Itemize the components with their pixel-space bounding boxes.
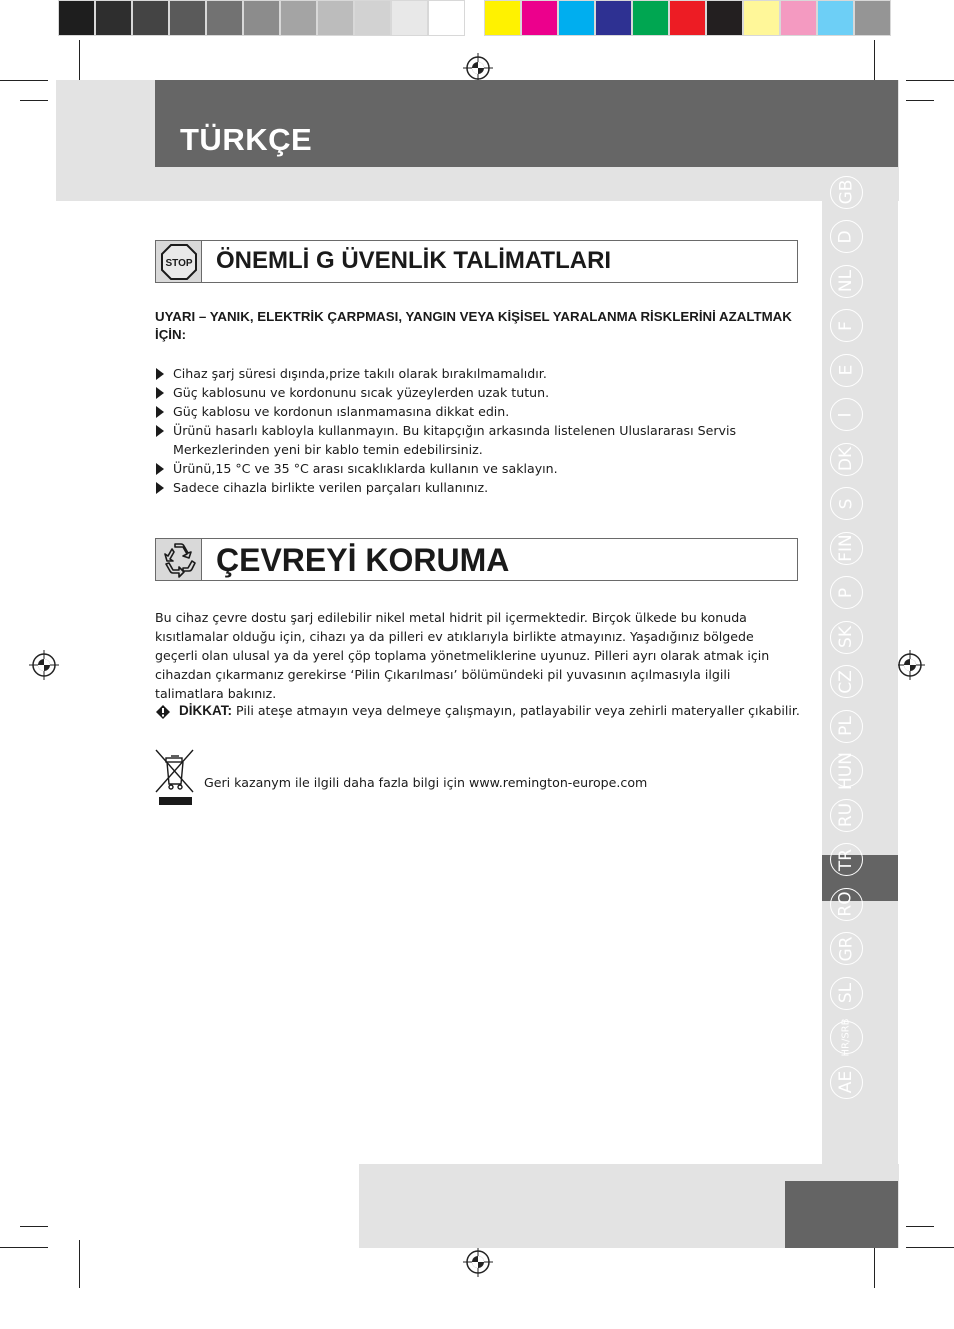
language-tab-label: TR xyxy=(835,848,856,871)
color-swatch xyxy=(484,0,521,36)
grayscale-swatch-bar xyxy=(58,0,465,38)
crossed-bin-icon xyxy=(155,748,195,808)
crop-mark xyxy=(20,100,48,101)
grayscale-swatch xyxy=(58,0,95,36)
language-tab-circle xyxy=(830,621,863,654)
grayscale-swatch xyxy=(391,0,428,36)
grayscale-swatch xyxy=(428,0,465,36)
color-swatch xyxy=(669,0,706,36)
recycle-icon xyxy=(156,539,202,580)
color-swatch xyxy=(817,0,854,36)
language-tab-circle xyxy=(830,487,863,520)
language-tab-label: D xyxy=(836,229,856,244)
grayscale-swatch xyxy=(354,0,391,36)
list-item: Ürünü hasarlı kabloyla kullanmayın. Bu kitapçığın arkasında listelenen Uluslararası Servis Merkezlerinden yeni bir kablo temin edebilirsiniz. xyxy=(155,421,795,459)
list-item: Güç kablosu ve kordonun ıslanmamasına dikkat edin. xyxy=(155,402,795,421)
grayscale-swatch xyxy=(243,0,280,36)
color-swatch xyxy=(558,0,595,36)
language-tab-circle xyxy=(830,710,863,743)
language-tab-label: AE xyxy=(836,1070,856,1094)
registration-mark-icon xyxy=(29,650,59,680)
language-tab-circle xyxy=(830,576,863,609)
language-tab-label: FIN xyxy=(835,534,856,562)
grayscale-swatch xyxy=(206,0,243,36)
language-tab-circle xyxy=(830,265,863,298)
language-tab-label: I xyxy=(835,411,856,418)
environment-paragraph: Bu cihaz çevre dostu şarj edilebilir nikel metal hidrit pil içermektedir. Birçok ülkede bu konuda kısıtlamalar olduğu için, cihazı ya da pilleri ev atıklarıyla birlikte atmayınız. Yaşadığınız bölgede geçerli olan ulusal ya da yerel çöp toplama yönetmeliklerine uyunuz. Pilleri ayrı olarak atmak için cihazdan çıkarmanız gerekirse ‘Pilin Çıkarılması’ bölümündeki pil yuvasının açılmasıyla ilgili talimatlara bakınız. xyxy=(155,610,770,701)
color-swatch xyxy=(743,0,780,36)
crop-mark xyxy=(20,1226,48,1227)
language-tab-circle xyxy=(830,443,863,476)
bullet-arrow-icon xyxy=(156,387,164,399)
color-swatch xyxy=(706,0,743,36)
grayscale-swatch xyxy=(95,0,132,36)
language-tab-circle xyxy=(830,532,863,565)
language-tab-label: GR xyxy=(836,936,856,961)
safety-warning: UYARI – YANIK, ELEKTRİK ÇARPMASI, YANGIN VEYA KİŞİSEL YARALANMA RİSKLERİNİ AZALTMAK İÇİN: xyxy=(155,309,792,342)
language-tab-pl[interactable] xyxy=(827,706,865,746)
language-tab-circle xyxy=(830,888,863,921)
color-swatch xyxy=(521,0,558,36)
stop-sign-label: STOP xyxy=(164,257,193,269)
grayscale-swatch xyxy=(169,0,206,36)
language-tab-label: GB xyxy=(836,179,856,205)
registration-mark-icon xyxy=(463,1247,493,1277)
language-tab-ru[interactable] xyxy=(827,795,865,835)
bullet-arrow-icon xyxy=(156,425,164,437)
language-tab-p[interactable] xyxy=(827,573,865,613)
language-tab-circle xyxy=(830,751,863,790)
environment-heading: ÇEVREYİ KORUMA xyxy=(216,542,510,578)
language-tab-e[interactable] xyxy=(827,350,865,390)
recycling-info-text: Geri kazanym ile ilgili daha fazla bilgi için www.remington-europe.com xyxy=(204,775,648,790)
language-tab-circle xyxy=(830,799,863,832)
language-tab-label: RO xyxy=(835,891,856,917)
grayscale-swatch xyxy=(132,0,169,36)
color-swatch xyxy=(854,0,891,36)
crop-mark xyxy=(906,80,954,81)
language-tab-label: P xyxy=(835,587,856,598)
color-swatch xyxy=(780,0,817,36)
list-item: Sadece cihazla birlikte verilen parçaları kullanınız. xyxy=(155,478,795,497)
bullet-arrow-icon xyxy=(156,368,164,380)
language-tab-circle xyxy=(830,220,863,253)
crop-mark xyxy=(906,1226,934,1227)
language-tab-label: CZ xyxy=(836,669,856,694)
language-tab-dk[interactable] xyxy=(827,439,865,479)
language-tab-gr[interactable] xyxy=(827,929,865,969)
language-tab-label: DK xyxy=(836,446,856,472)
language-tab-circle xyxy=(830,354,863,387)
color-swatch xyxy=(595,0,632,36)
language-tab-label: SK xyxy=(835,626,856,648)
language-tab-i[interactable] xyxy=(827,395,865,435)
bullet-arrow-icon xyxy=(156,406,164,418)
language-tab-sl[interactable] xyxy=(827,973,865,1013)
language-tab-label: F xyxy=(836,320,856,331)
caution-note xyxy=(155,701,800,720)
language-tab-hr-srb[interactable] xyxy=(827,1018,865,1058)
safety-heading: ÖNEMLİ G ÜVENLİK TALİMATLARI xyxy=(216,247,612,274)
list-item: Cihaz şarj süresi dışında,prize takılı olarak bırakılmamalıdır. xyxy=(155,364,795,383)
language-tab-label: PL xyxy=(835,716,856,736)
stop-sign-icon xyxy=(156,241,202,282)
grayscale-swatch xyxy=(280,0,317,36)
caution-label: DİKKAT: xyxy=(179,703,232,718)
grayscale-swatch xyxy=(317,0,354,36)
language-tab-ae[interactable] xyxy=(827,1062,865,1102)
language-tab-circle xyxy=(830,176,863,209)
language-tab-label: RU xyxy=(835,802,856,828)
safety-list xyxy=(155,364,795,497)
language-tab-circle xyxy=(830,1066,863,1099)
crop-mark xyxy=(0,1247,48,1248)
crop-mark xyxy=(906,100,934,101)
language-tab-label: HR/SRB xyxy=(840,1018,852,1057)
language-tab-circle xyxy=(830,843,863,876)
language-tab-fin[interactable] xyxy=(827,528,865,568)
safety-section-header xyxy=(155,240,798,283)
language-tab-circle xyxy=(830,309,863,342)
language-tab-nl[interactable] xyxy=(827,261,865,301)
bullet-arrow-icon xyxy=(156,463,164,475)
caution-text: Pili ateşe atmayın veya delmeye çalışmayın, patlayabilir veya zehirli materyaller çıkabilir. xyxy=(236,703,800,718)
bullet-arrow-icon xyxy=(156,482,164,494)
color-swatch-bar xyxy=(484,0,891,38)
crop-mark xyxy=(0,80,48,81)
language-tab-f[interactable] xyxy=(827,306,865,346)
language-tab-label: SL xyxy=(835,982,856,1004)
crop-mark xyxy=(906,1247,954,1248)
environment-section-header xyxy=(155,538,798,581)
language-tab-circle xyxy=(830,977,863,1010)
registration-mark-icon xyxy=(463,53,493,83)
language-tab-label: E xyxy=(836,364,856,376)
language-tab-cz[interactable] xyxy=(827,662,865,702)
language-tab-s[interactable] xyxy=(827,484,865,524)
language-tab-tr[interactable] xyxy=(827,840,865,880)
page-title: TÜRKÇE xyxy=(180,122,313,157)
color-swatch xyxy=(632,0,669,36)
language-tab-circle xyxy=(830,665,863,698)
language-tab-ro[interactable] xyxy=(827,884,865,924)
language-tab-label: S xyxy=(835,498,856,509)
list-item: Ürünü,15 °C ve 35 °C arası sıcaklıklarda kullanın ve saklayın. xyxy=(155,459,795,478)
language-tab-circle xyxy=(830,1018,863,1057)
language-tab-d[interactable] xyxy=(827,217,865,257)
language-tab-circle xyxy=(830,398,863,431)
language-tab-label: NL xyxy=(835,269,856,293)
language-tab-label: HUN xyxy=(836,751,857,790)
registration-mark-icon xyxy=(895,650,925,680)
page-number-box xyxy=(785,1181,898,1248)
caution-diamond-icon xyxy=(155,704,171,720)
language-tab-sk[interactable] xyxy=(827,617,865,657)
language-tab-hun[interactable] xyxy=(827,751,865,791)
language-tab-circle xyxy=(830,932,863,965)
crop-mark xyxy=(79,1240,80,1288)
list-item: Güç kablosunu ve kordonunu sıcak yüzeylerden uzak tutun. xyxy=(155,383,795,402)
language-tab-gb[interactable] xyxy=(827,172,865,212)
